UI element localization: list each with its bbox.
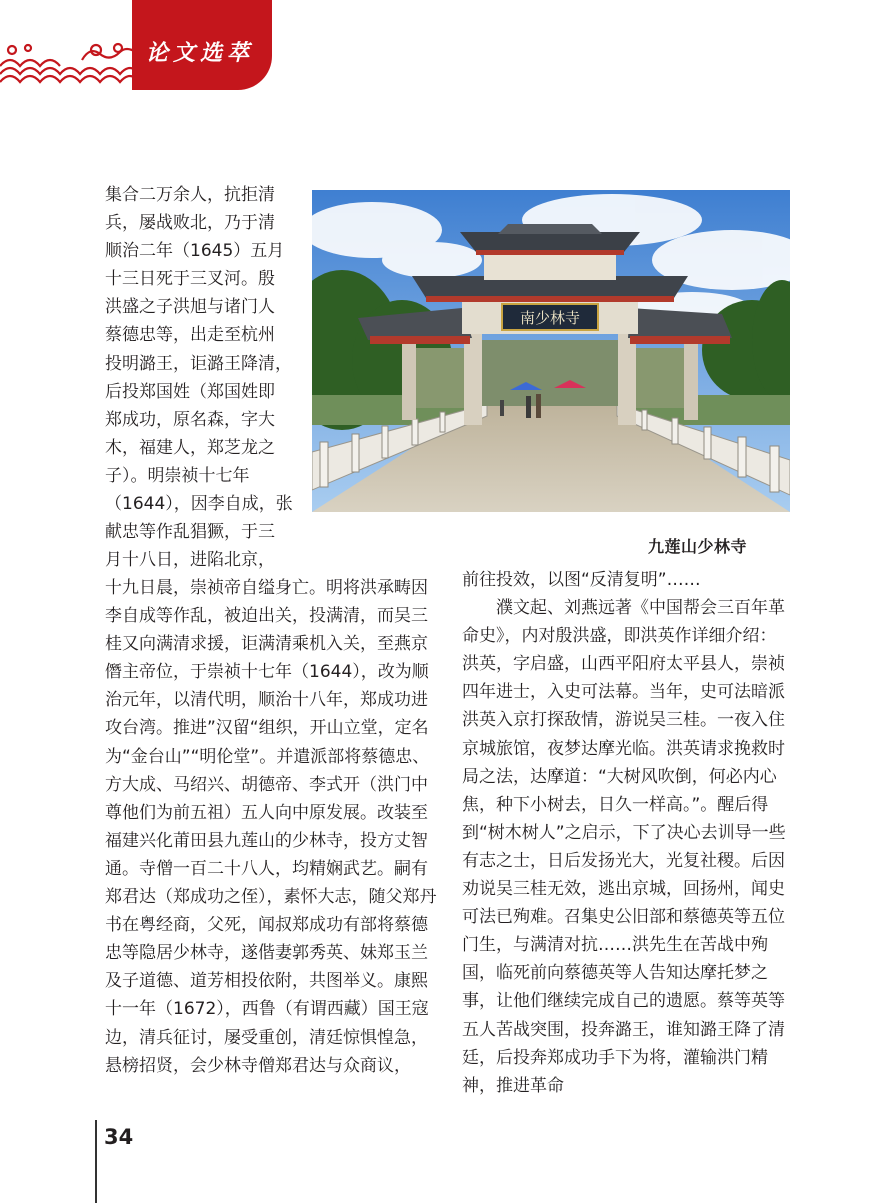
- text-line: 子）。明崇祯十七年: [105, 465, 250, 486]
- text-line: 献忠等作乱猖獗，于三: [105, 522, 275, 543]
- text-line: 洪盛之子洪旭与诸门人: [105, 297, 275, 318]
- text-line: 投明潞王，讵潞王降清，: [105, 353, 292, 374]
- text-line: 蔡德忠等，出走至杭州: [105, 325, 275, 346]
- article-column-left-top: [105, 181, 300, 574]
- text-line: 月十八日，进陷北京，: [105, 550, 275, 571]
- text-line: 郑成功，原名森，字大: [105, 409, 275, 430]
- paragraph: 前往投效，以图“反清复明”……: [462, 570, 701, 590]
- text-line: 集合二万余人，抗拒清: [105, 185, 275, 205]
- temple-photo: [312, 190, 790, 512]
- photo-caption: 九莲山少林寺: [648, 537, 748, 556]
- gate-plaque-text: 南少林寺: [519, 309, 581, 327]
- text-line: （1644），因李自成，张: [105, 494, 293, 515]
- text-line: 十三日死于三叉河。殷: [105, 269, 275, 290]
- paragraph: 十九日晨，崇祯帝自缢身亡。明将洪承畴因李自成等作乱，被迫出关，投满清，而吴三桂又向满清求援，讵满清乘机入关，至燕京僭主帝位，于崇祯十七年（1644），改为顺治元年，以清代明，顺治十八年，郑成功进攻台湾。推进”汉留“组织，开山立堂，定名为“金台山”“明伦堂”。并遣派部将蔡德忠、方大成、马绍兴、胡德帝、李式开（洪门中尊他们为前五祖）五人向中原发展。改装至福建兴化莆田县九莲山的少林寺，投方丈智通。寺僧一百二十八人，均精娴武艺。嗣有郑君达（郑成功之侄），素怀大志，随父郑丹书在粤经商，父死，闻叔郑成功有部将蔡德忠等隐居少林寺，遂偕妻郭秀英、妹郑玉兰及子道德、道芳相投依附，共图举义。康熙十一年（1672），西鲁（有谓西藏）国王寇边，清兵征讨，屡受重创，清廷惊惧惶急，悬榜招贤，会少林寺僧郑君达与众商议，: [105, 578, 437, 1076]
- text-line: 兵，屡战败北，乃于清: [105, 213, 275, 234]
- page-margin-rule: [95, 1120, 97, 1203]
- article-column-right: [462, 566, 792, 1100]
- page-number: 34: [104, 1125, 134, 1149]
- text-line: 后投郑国姓（郑国姓即: [105, 381, 275, 402]
- text-line: 木，福建人，郑芝龙之: [105, 437, 275, 458]
- section-title: 论文选萃: [146, 41, 255, 66]
- paragraph: 濮文起、刘燕远著《中国帮会三百年革命史》，内对殷洪盛，即洪英作详细介绍：洪英，字启盛，山西平阳府太平县人，崇祯四年进士，入史可法幕。当年，史可法暗派洪英入京打探敌情，游说吴三桂。一夜入住京城旅馆，夜梦达摩光临。洪英请求挽救时局之法，达摩道：“大树风吹倒，何必内心焦，种下小树去，日久一样高。”。醒后得到“树木树人”之启示，下了决心去训导一些有志之士，日后发扬光大，光复社稷。后因劝说吴三桂无效，逃出京城，回扬州，闻史可法已殉难。召集史公旧部和蔡德英等五位门生，与满清对抗……洪先生在苦战中殉国，临死前向蔡德英等人告知达摩托梦之事，让他们继续完成自己的遗愿。蔡等英等五人苦战突围，投奔潞王，谁知潞王降了清廷，后投奔郑成功手下为将，灌输洪门精神，推进革命: [462, 598, 786, 1096]
- article-column-left: [105, 574, 440, 1080]
- text-line: 顺治二年（1645）五月: [105, 241, 285, 262]
- wave-pattern-icon: [0, 40, 140, 90]
